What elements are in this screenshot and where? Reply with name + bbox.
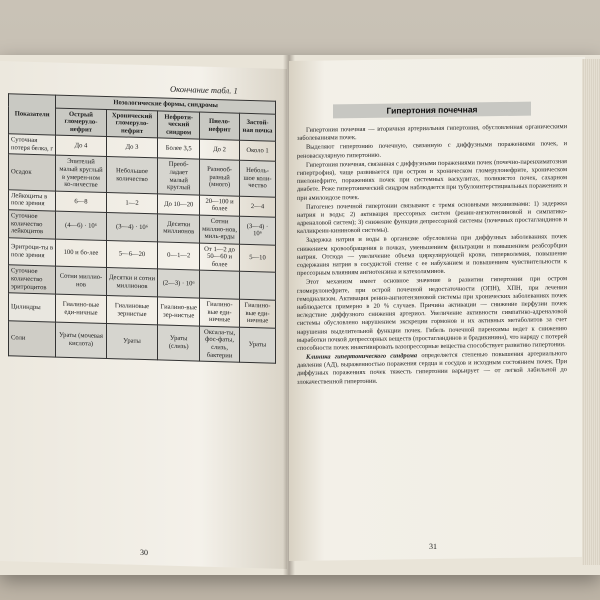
table-cell: (2—3) · 10⁶ bbox=[158, 269, 200, 298]
table-cell: Сотни миллио-нов bbox=[56, 266, 106, 295]
table-header-param: Показатели bbox=[9, 94, 56, 136]
page-number-left: 30 bbox=[140, 547, 148, 558]
page-edges bbox=[582, 59, 600, 565]
paragraph: Этот механизм имеет основное значение в развитии гипертонии при остром гломерулонефрите, при острой почечной недостаточности (ОПН), ХПН, при лечении гемодиализом. Активация ренин-ангиотензиновой системы при хронических заболеваниях почек наблюдается примерно в 20 % случаев. Причина активации — снижение перфузии почек вследствие диффузного снижения артериол. Увеличение активности симпатико-адреналовой системы обусловлено нарушением экскреции гормонов и их активных метаболитов за счет нарушения выделительной функции почек. Гибель почечной паренхимы ведет к снижению выработки почкой депрессорных веществ (простагландинов и брадикинина), что наряду с потерей способности почек инактивировать вазопрессорные вещества способствует развитию гипертонии. bbox=[297, 275, 567, 352]
table-col-header: Острый гломеруло-нефрит bbox=[56, 108, 106, 137]
table-cell: (3—4) · 10⁶ bbox=[106, 212, 158, 241]
table-cell: 5—10 bbox=[240, 244, 276, 273]
table-cell: 2—4 bbox=[240, 196, 276, 217]
table-cell: От 1—2 до 50—60 и более bbox=[200, 243, 240, 272]
paragraph: Гипертония почечная, связанная с диффузными поражениями почек (почечно-паренхиматозная гипертрофия), чаще развивается при остром и хроническом гломерулонефрите, хроническом пиелонефрите, поражениях почек при системных васкулитах, поликистоз почек, сахарном диабете. Реже гипертонический синдром наблюдается при тубулоинтерстициальных поражениях и при амилоидозе почек. bbox=[297, 157, 567, 202]
table-cell: 1—2 bbox=[106, 192, 158, 214]
table-cell: 100 и бо-лее bbox=[56, 239, 106, 268]
table-cell: Эпителий малый круглый в умерен-ном ко-личестве bbox=[56, 156, 106, 193]
table-cell: До 2 bbox=[200, 139, 240, 160]
table-col-header: Нефроти-ческий синдром bbox=[158, 110, 200, 139]
table-cell: Ураты (слизь) bbox=[158, 325, 200, 361]
table-col-header: Пиело-нефрит bbox=[200, 112, 240, 141]
table-cell: Гиалино-вые еди-ничные bbox=[56, 294, 106, 323]
table-col-header: Застой-ная почка bbox=[240, 113, 276, 142]
open-book bbox=[0, 55, 600, 575]
table-cell: Разнооб-разный (много) bbox=[200, 160, 240, 196]
page-number-right: 31 bbox=[429, 541, 437, 552]
row-label: Лейкоциты в поле зрения bbox=[9, 190, 56, 211]
table-cell: Небольшое количество bbox=[106, 157, 158, 194]
table-row bbox=[9, 321, 276, 364]
table-cell: До 10—20 bbox=[158, 194, 200, 215]
table-cell: Около 1 bbox=[240, 141, 276, 162]
row-label: Суточное количество лейкоцитов bbox=[9, 210, 56, 239]
table-cell: 5—6—20 bbox=[106, 240, 158, 269]
table-continuation-label: Окончание табл. 1 bbox=[170, 83, 238, 96]
row-label: Соли bbox=[9, 321, 56, 358]
table-cell: 20—100 и более bbox=[200, 195, 240, 216]
table-cell: Неболь-шое коли-чество bbox=[240, 161, 276, 197]
row-label: Суточная потеря белка, г bbox=[9, 134, 56, 155]
table-cell: До 4 bbox=[56, 135, 106, 157]
table-cell: Гиалино-вые еди-ничные bbox=[240, 299, 276, 328]
table-col-header: Хронический гломеруло-нефрит bbox=[106, 109, 158, 138]
paragraph-clinical bbox=[297, 350, 567, 387]
table-cell: Сотни миллио-нов, миль-ярды bbox=[200, 215, 240, 244]
table-header-group: Нозологические формы, синдромы bbox=[56, 95, 276, 114]
table-cell: (3—4) · 10⁶ bbox=[240, 216, 276, 245]
table-cell: Более 3,5 bbox=[158, 138, 200, 159]
paragraph: Гипертония почечная — вторичная артериальная гипертония, обусловленная органическими заболеваниями почек. bbox=[297, 123, 567, 143]
table-cell: Десятки миллионов bbox=[158, 214, 200, 243]
row-label: Цилиндры bbox=[9, 293, 56, 322]
paragraph: Патогенез почечной гипертонии связывают с тремя основными механизмами: 1) задержка натрия и воды; 2) активация прессорных систем (ренин-ангиотензиновой и симпатико-адреналовой систем); 3) снижение функции депрессорной системы (почечных простагландинов и калликреин-кининовой системы). bbox=[297, 199, 567, 236]
table-cell: 0—1—2 bbox=[158, 242, 200, 271]
paragraph: Задержка натрия и воды в организме обусловлена при диффузных заболеваниях почек снижением кровообращения в почках, уменьшением фильтрации и повышением реабсорбции натрия. Отсюда — увеличение объема циркулирующей крови, гиперволемия, повышение содержания натрия в сосудистой стенке с ее набуханием и повышением чувствительности к прессорным влияниям ангиотензина и катехоламинов. bbox=[297, 233, 567, 278]
row-label: Суточное количество эритроцитов bbox=[9, 265, 56, 294]
body-text bbox=[297, 123, 567, 388]
table-cell: Ураты bbox=[106, 323, 158, 360]
table-cell: Гиалино-вые еди-ничные bbox=[200, 298, 240, 327]
table-cell: 6—8 bbox=[56, 191, 106, 213]
table-cell: Оксала-ты, фос-фаты, слизь, бактерии bbox=[200, 326, 240, 362]
table-cell: Ураты bbox=[240, 327, 276, 363]
table-cell: Десятки и сотни миллионов bbox=[106, 268, 158, 297]
urinalysis-table bbox=[8, 93, 276, 364]
table-cell: Преоб-ладает малый круглый bbox=[158, 158, 200, 194]
table-cell: (4—6) · 10⁶ bbox=[56, 211, 106, 240]
row-label: Осадок bbox=[9, 154, 56, 191]
paragraph: Выделяют гипертонию почечную, связанную с диффузными поражениями почек, и реноваскулярную гипертонию. bbox=[297, 140, 567, 160]
row-label: Эритроци-ты в поле зрения bbox=[9, 237, 56, 266]
left-page bbox=[0, 61, 287, 569]
table-cell: Гиалиновые зернистые bbox=[106, 296, 158, 325]
section-title: Гипертония почечная bbox=[333, 102, 531, 119]
clinical-lead: Клиника гипертонического синдрома bbox=[306, 352, 418, 361]
clinical-rest: определяется степенью повышения артериального давления (АД), выраженностью поражения сердца и сосудов и исходным состоянием почек. При диффузных поражениях почек тяжесть гипертонии варьирует — от легкой лабильной до злокачественной гипертонии. bbox=[297, 350, 567, 386]
table-cell bbox=[240, 272, 276, 301]
right-page bbox=[289, 57, 585, 561]
table-cell: До 3 bbox=[106, 137, 158, 159]
table-cell bbox=[200, 270, 240, 299]
table-cell: Ураты (мочевая кислота) bbox=[56, 322, 106, 359]
table-cell: Гиалино-вые зер-нистые bbox=[158, 297, 200, 326]
